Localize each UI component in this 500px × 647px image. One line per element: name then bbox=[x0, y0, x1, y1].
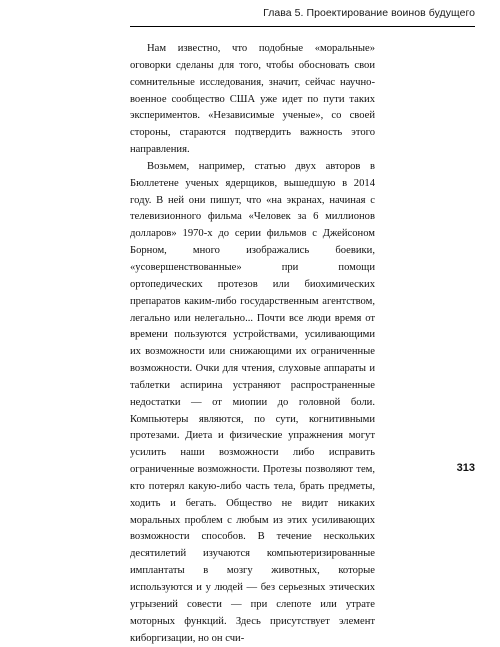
page-number: 313 bbox=[456, 462, 475, 474]
body-text bbox=[130, 41, 375, 647]
paragraph-1: Нам известно, что подобные «моральные» оговорки сделаны для того, чтобы обосновать свои сомнительные исследования, значит, сейчас научно-военное сообщество США уже идет по пути таких экспериментов. «Независимые ученые», со своей стороны, стараются подтвердить важность этого направления. bbox=[130, 43, 375, 156]
paragraph-2: Возьмем, например, статью двух авторов в Бюллетене ученых ядерщиков, вышедшую в 2014 году. В ней они пишут, что «на экранах, начиная с телевизионного фильма «Человек за 6 миллионов долларов» 1970-х до серии фильмов с Джейсоном Борном, много изображались боевики, «усовершенствованные» при помощи ортопедических протезов или биохимических препаратов каким-либо государственным агентством, легально или нелегально... Почти все люди время от времени пользуются устройствами, усиливающими их возможности или снижающими их ограниченные возможности. Очки для чтения, слуховые аппараты и таблетки аспирина устраняют распространенные недостатки — от миопии до головной боли. Компьютеры являются, по сути, когнитивными протезами. Диета и физические упражнения могут усилить наши возможности либо исправить ограниченные возможности. Протезы позволяют тем, кто потерял какую-либо часть тела, брать предметы, ходить и бегать. Общество не видит никаких моральных проблем с любым из этих усиливающих возможности способов. В течение нескольких десятилетий изучаются компьютеризированные имплантаты в мозгу животных, которые используются и у людей — без серьезных этических угрызений совести — при слепоте или утрате моторных функций. Здесь присутствует элемент киборгизации, но он счи- bbox=[130, 160, 375, 644]
running-head-chapter-title: Глава 5. Проектирование воинов будущего bbox=[263, 7, 475, 19]
header-rule bbox=[130, 26, 475, 27]
